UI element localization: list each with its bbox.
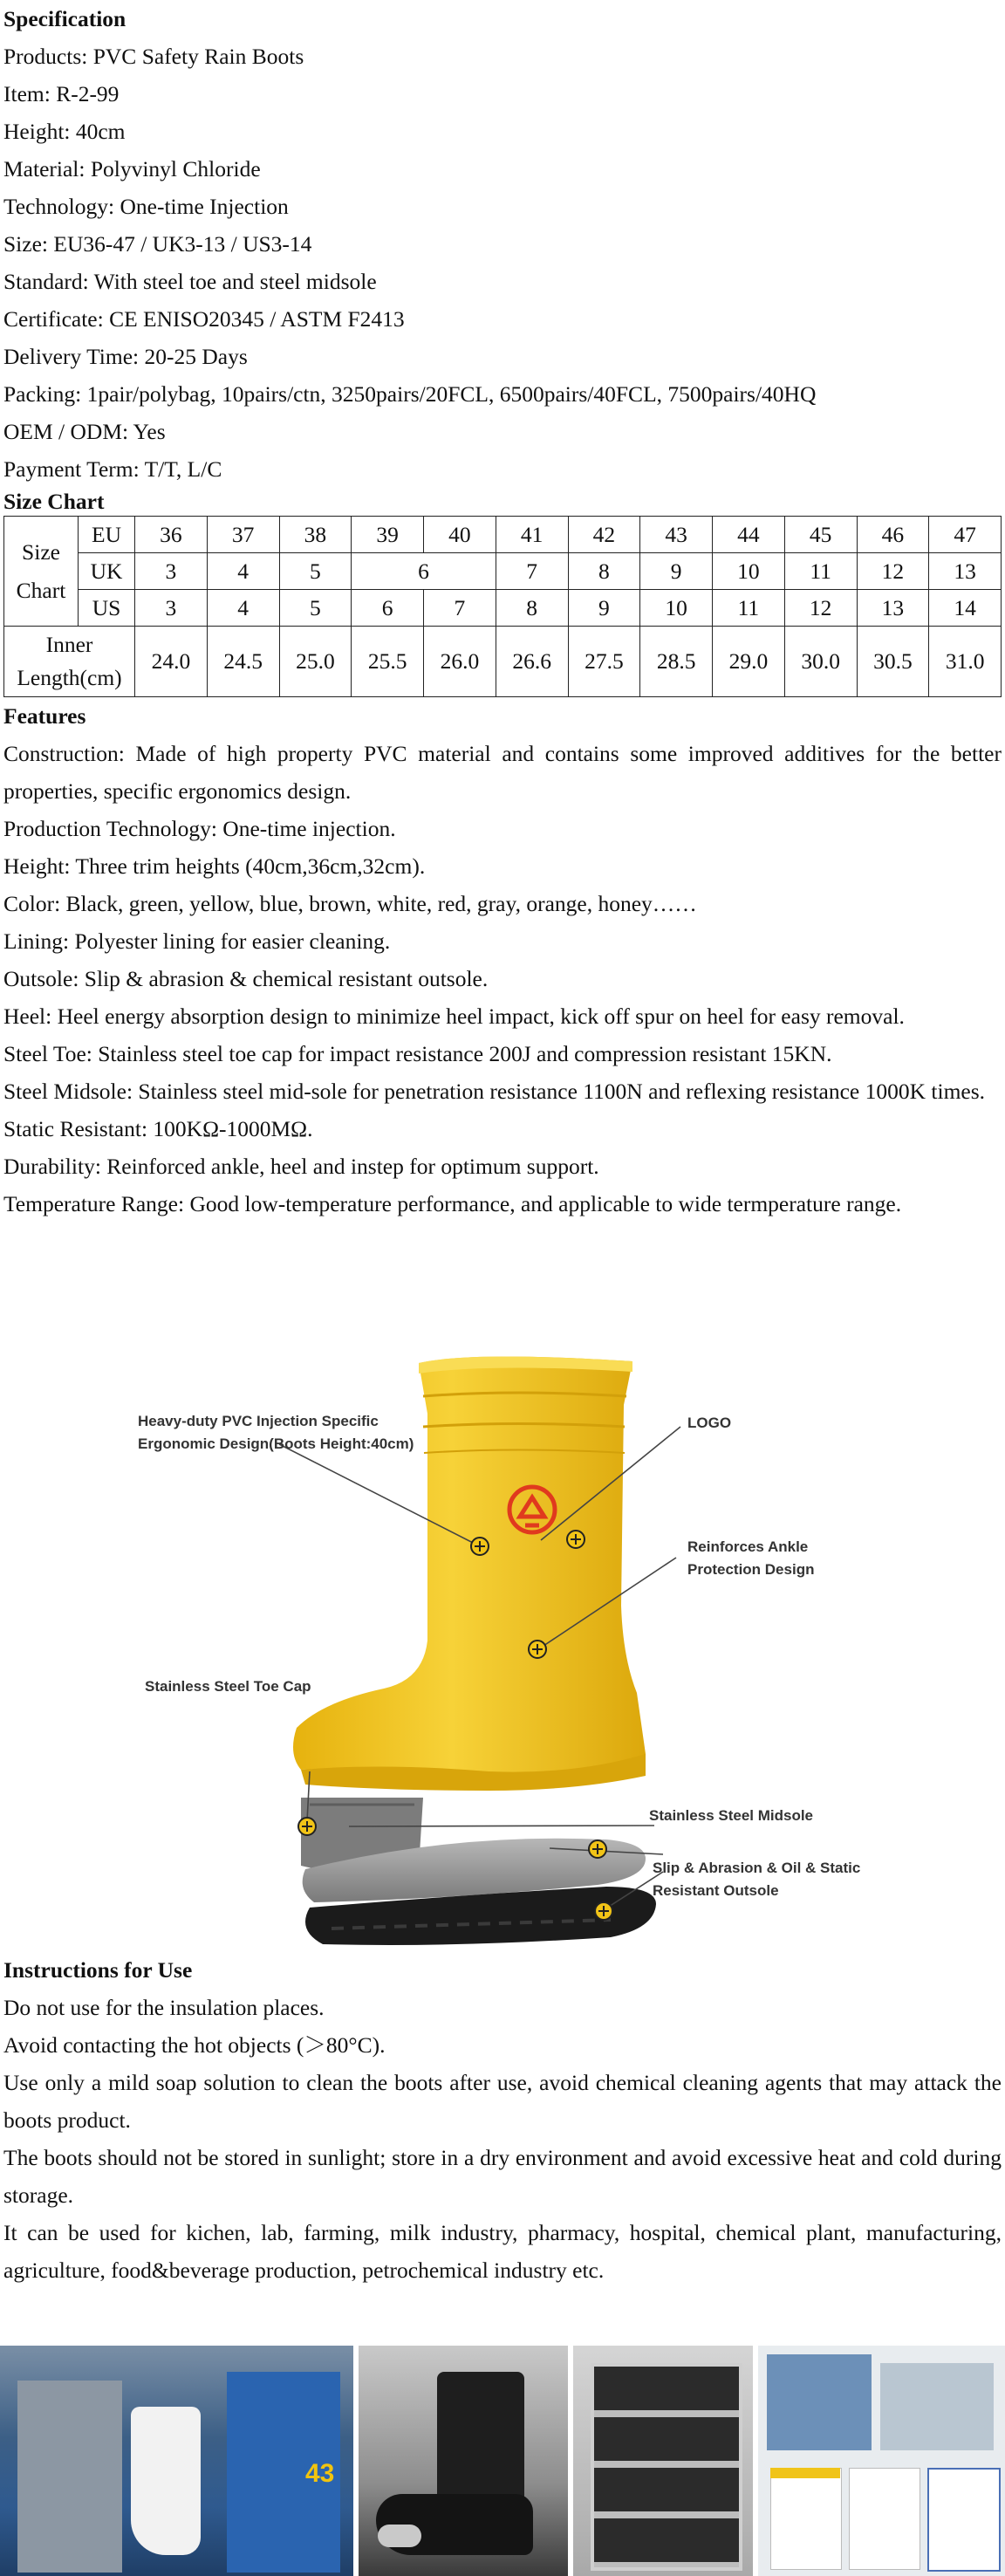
size-chart-table xyxy=(3,516,1002,697)
boot-diagram xyxy=(122,1344,907,1946)
size-cell: 7 xyxy=(424,590,496,627)
size-cell: 12 xyxy=(784,590,857,627)
size-cell: 42 xyxy=(568,517,640,553)
feature-outsole: Outsole: Slip & abrasion & chemical resistant outsole. xyxy=(3,966,489,991)
feature-steel-toe: Steel Toe: Stainless steel toe cap for impact resistance 200J and compression resistant 15KN. xyxy=(3,1041,832,1066)
label-steel-midsole: Stainless Steel Midsole xyxy=(649,1807,814,1824)
size-cell: 4 xyxy=(207,553,279,590)
instruction-item: Avoid contacting the hot objects (＞80°C). xyxy=(3,2032,386,2058)
product-document xyxy=(3,0,1002,1223)
label-text: Heavy-duty PVC Injection Specific xyxy=(138,1413,379,1429)
inner-length-label: Inner Length(cm) xyxy=(4,627,135,697)
size-cell: 39 xyxy=(352,517,424,553)
size-cell: 47 xyxy=(929,517,1002,553)
inner-length-cell: 26.0 xyxy=(424,627,496,697)
feature-durability: Durability: Reinforced ankle, heel and instep for optimum support. xyxy=(3,1154,599,1179)
size-cell: 4 xyxy=(207,590,279,627)
spec-line-products: Products: PVC Safety Rain Boots xyxy=(3,44,304,69)
size-cell: 6 xyxy=(352,553,496,590)
size-cell: 40 xyxy=(424,517,496,553)
feature-steel-midsole: Steel Midsole: Stainless steel mid-sole for penetration resistance 1100N and reflexing resistance 1000K times. xyxy=(3,1079,986,1104)
size-cell: 6 xyxy=(352,590,424,627)
size-chart-label: Size Chart xyxy=(4,517,79,627)
size-cell: 13 xyxy=(929,553,1002,590)
inner-length-cell: 28.5 xyxy=(640,627,713,697)
size-cell: 36 xyxy=(135,517,208,553)
feature-construction: Construction: Made of high property PVC material and contains some improved additives for the better properties, specific ergonomics design. xyxy=(3,741,1002,804)
inner-length-cell: 24.0 xyxy=(135,627,208,697)
photo-strip xyxy=(0,2346,1005,2576)
size-cell: 41 xyxy=(496,517,568,553)
spec-line-oem: OEM / ODM: Yes xyxy=(3,419,166,444)
size-cell: 37 xyxy=(207,517,279,553)
size-cell: 14 xyxy=(929,590,1002,627)
label-logo: LOGO xyxy=(687,1415,732,1431)
instruction-item: The boots should not be stored in sunlight; store in a dry environment and avoid excessive heat and cold during storage. xyxy=(3,2145,1002,2208)
inner-length-cell: 30.0 xyxy=(784,627,857,697)
feature-static: Static Resistant: 100KΩ-1000MΩ. xyxy=(3,1116,313,1141)
inner-length-cell: 26.6 xyxy=(496,627,568,697)
size-cell: 13 xyxy=(857,590,929,627)
inner-length-cell: 29.0 xyxy=(713,627,785,697)
size-cell: 5 xyxy=(279,590,352,627)
feature-color: Color: Black, green, yellow, blue, brown, white, red, gray, orange, honey…… xyxy=(3,891,697,916)
size-cell: 3 xyxy=(135,553,208,590)
label-ankle-protection xyxy=(687,1536,814,1581)
size-cell: 46 xyxy=(857,517,929,553)
size-cell: 43 xyxy=(640,517,713,553)
size-cell: 3 xyxy=(135,590,208,627)
size-cell: 8 xyxy=(496,590,568,627)
instructions-section xyxy=(3,1951,1002,2289)
photo-black-boots xyxy=(359,2346,568,2576)
spec-line-delivery: Delivery Time: 20-25 Days xyxy=(3,344,248,369)
photo-boot-rack xyxy=(573,2346,753,2576)
eu-label: EU xyxy=(79,517,135,553)
size-cell: 8 xyxy=(568,553,640,590)
spec-line-technology: Technology: One-time Injection xyxy=(3,194,289,219)
size-cell: 11 xyxy=(784,553,857,590)
spec-line-packing: Packing: 1pair/polybag, 10pairs/ctn, 3250pairs/20FCL, 6500pairs/40FCL, 7500pairs/40HQ xyxy=(3,381,817,407)
size-cell: 7 xyxy=(496,553,568,590)
label-outsole xyxy=(653,1857,860,1902)
size-cell: 45 xyxy=(784,517,857,553)
size-cell: 10 xyxy=(640,590,713,627)
us-label: US xyxy=(79,590,135,627)
spec-line-height: Height: 40cm xyxy=(3,119,126,144)
size-cell: 9 xyxy=(568,590,640,627)
size-row-inner-length xyxy=(4,627,1002,697)
spec-line-standard: Standard: With steel toe and steel midsole xyxy=(3,269,377,294)
mold-number: 43 xyxy=(305,2459,335,2488)
size-row-eu xyxy=(4,517,1002,553)
size-chart-heading: Size Chart xyxy=(3,489,105,514)
size-cell: 12 xyxy=(857,553,929,590)
photo-injection-mold xyxy=(0,2346,353,2576)
uk-label: UK xyxy=(79,553,135,590)
size-row-uk xyxy=(4,553,1002,590)
instruction-item: Do not use for the insulation places. xyxy=(3,1995,325,2020)
label-steel-toe-cap: Stainless Steel Toe Cap xyxy=(145,1678,311,1695)
specification-heading: Specification xyxy=(3,6,126,31)
inner-length-cell: 31.0 xyxy=(929,627,1002,697)
instruction-item: It can be used for kichen, lab, farming, milk industry, pharmacy, hospital, chemical plant, manufacturing, agriculture, food&beverage production, petrochemical industry etc. xyxy=(3,2220,1002,2283)
label-text: Slip & Abrasion & Oil & Static xyxy=(653,1860,861,1876)
size-cell: 44 xyxy=(713,517,785,553)
size-cell: 11 xyxy=(713,590,785,627)
feature-lining: Lining: Polyester lining for easier cleaning. xyxy=(3,928,391,954)
inner-length-cell: 30.5 xyxy=(857,627,929,697)
size-cell: 5 xyxy=(279,553,352,590)
spec-line-size: Size: EU36-47 / UK3-13 / US3-14 xyxy=(3,231,312,257)
label-ergonomic-design xyxy=(138,1410,414,1456)
spec-line-payment: Payment Term: T/T, L/C xyxy=(3,456,222,482)
instructions-heading: Instructions for Use xyxy=(3,1957,193,1983)
feature-heel: Heel: Heel energy absorption design to minimize heel impact, kick off spur on heel for easy removal. xyxy=(3,1004,905,1029)
inner-length-cell: 24.5 xyxy=(207,627,279,697)
spec-line-item: Item: R-2-99 xyxy=(3,81,120,106)
spec-line-material: Material: Polyvinyl Chloride xyxy=(3,156,261,182)
size-cell: 9 xyxy=(640,553,713,590)
feature-temperature: Temperature Range: Good low-temperature performance, and applicable to wide termperature range. xyxy=(3,1191,902,1216)
inner-length-cell: 25.5 xyxy=(352,627,424,697)
inner-length-cell: 27.5 xyxy=(568,627,640,697)
size-cell: 10 xyxy=(713,553,785,590)
feature-production: Production Technology: One-time injection. xyxy=(3,816,396,841)
label-text: Protection Design xyxy=(687,1561,815,1578)
size-row-us xyxy=(4,590,1002,627)
instruction-item: Use only a mild soap solution to clean the boots after use, avoid chemical cleaning agents that may attack the boots product. xyxy=(3,2070,1002,2133)
label-text: Reinforces Ankle xyxy=(687,1538,809,1555)
feature-height: Height: Three trim heights (40cm,36cm,32cm). xyxy=(3,853,426,879)
inner-length-cell: 25.0 xyxy=(279,627,352,697)
size-cell: 38 xyxy=(279,517,352,553)
features-heading: Features xyxy=(3,703,86,729)
label-text: Ergonomic Design(Boots Height:40cm) xyxy=(138,1435,414,1452)
spec-line-certificate: Certificate: CE ENISO20345 / ASTM F2413 xyxy=(3,306,405,332)
label-text: Resistant Outsole xyxy=(653,1882,779,1899)
photo-lab-certificates xyxy=(758,2346,1005,2576)
